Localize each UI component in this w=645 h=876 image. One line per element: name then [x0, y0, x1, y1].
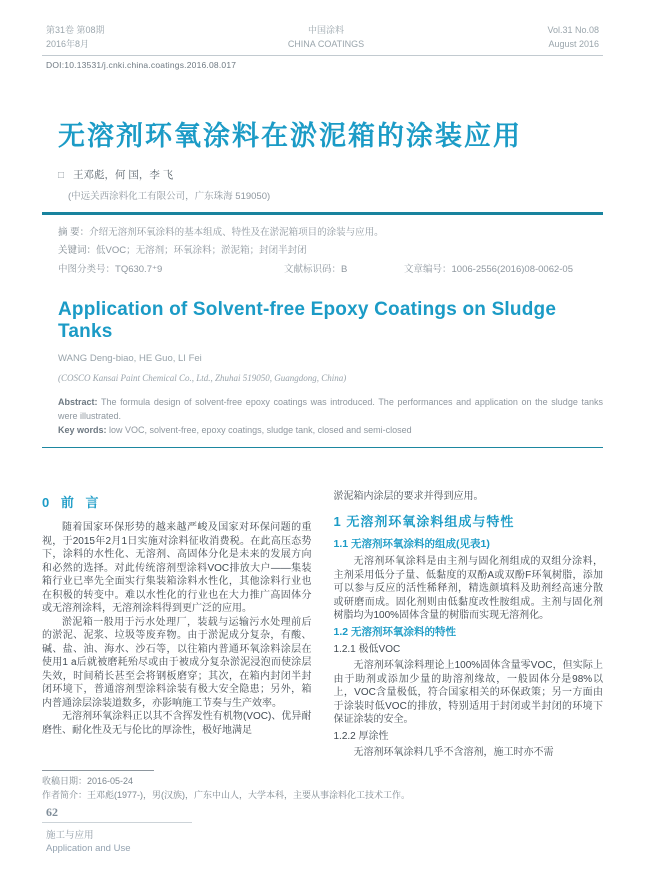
abstract-cn-block: [58, 224, 603, 260]
authors-cn: 王邓彪，何 国，李 飞: [72, 169, 174, 181]
section-heading-1-1: 1.1 无溶剂环氧涂料的组成(见表1): [333, 537, 490, 550]
affiliation-en: (COSCO Kansai Paint Chemical Co., Ltd., Zhuhai 519050, Guangdong, China): [58, 373, 347, 384]
article-id-value: 1006-2556(2016)08-0062-05: [451, 264, 574, 276]
author-bio-text: 王邓彪(1977-)，男(汉族)，广东中山人，大学本科，主要从事涂料化工技术工作。: [87, 790, 411, 801]
keywords-cn-line: [58, 242, 603, 260]
author-bio-label: 作者简介：: [42, 790, 88, 801]
section-heading-1-2-2: 1.2.2 厚涂性: [333, 730, 389, 742]
clc-value: TQ630.7⁺9: [115, 264, 163, 276]
doi-line: DOI:10.13531/j.cnki.china.coatings.2016.08.017: [46, 60, 237, 70]
doc-code-label: 文献标识码：: [284, 264, 342, 276]
paragraph: 随着国家环保形势的越来越严峻及国家对环保问题的重视，于2015年2月1日实施对涂料征收消费税。在此高压态势下，涂料的水性化、无溶剂、高固体分化是未来的发展方向和必然的选择。对此传统溶剂型涂料VOC排放大户——集装箱行业已率先全面实行集装箱涂料水性化，其他涂料行业也在积极的转变中。难以水性化的行业也在大力推广高固体分或无溶剂涂料，无溶剂涂料得到更广泛的应用。: [42, 522, 312, 615]
article-meta-row: [58, 261, 603, 275]
affiliation-cn: (中远关西涂料化工有限公司，广东珠海 519050): [68, 191, 271, 202]
section-heading-1: 1 无溶剂环氧涂料组成与特性: [333, 514, 515, 530]
abstract-en-label: Abstract:: [58, 397, 98, 408]
received-date-value: 2016-05-24: [87, 775, 134, 786]
body-column-right: [334, 490, 604, 760]
section-heading-1-2-1: 1.2.1 极低VOC: [333, 643, 401, 655]
section-heading-1-2: 1.2 无溶剂环氧涂料的特性: [333, 625, 457, 638]
clc-label: 中图分类号：: [58, 264, 116, 276]
received-date-label: 收稿日期：: [42, 775, 88, 786]
footnote-rule: [42, 770, 154, 771]
header-journal-name: [288, 24, 364, 51]
issue-volume-en: Vol.31 No.08: [547, 25, 599, 35]
journal-name-cn: 中国涂料: [307, 25, 344, 35]
journal-header: [42, 24, 603, 56]
divider-rule: [42, 447, 603, 448]
abstract-en-block: [58, 396, 603, 438]
article-body: [42, 490, 603, 760]
keywords-en-label: Key words:: [58, 424, 107, 435]
header-issue-cn: [46, 24, 105, 51]
body-column-left: [42, 490, 312, 760]
journal-name-en: CHINA COATINGS: [287, 38, 365, 49]
article-id-item: [404, 261, 603, 275]
keywords-en-text: low VOC, solvent-free, epoxy coatings, sludge tank, closed and semi-closed: [106, 424, 412, 435]
doc-code-value: B: [341, 264, 348, 276]
issue-volume-cn: 第31卷 第08期: [46, 25, 105, 35]
paragraph-continued: 淤泥箱内涂层的要求并得到应用。: [333, 490, 484, 502]
abstract-cn-text: 介绍无溶剂环氧涂料的基本组成、特性及在淤泥箱项目的涂装与应用。: [89, 227, 384, 238]
author-bio-line: [42, 788, 603, 802]
abstract-cn-label: 摘 要：: [58, 227, 90, 238]
keywords-cn-text: 低VOC；无溶剂；环氧涂料；淤泥箱；封闭半封闭: [96, 245, 307, 257]
authors-en: WANG Deng-biao, HE Guo, LI Fei: [58, 353, 202, 365]
keywords-cn-label: 关键词：: [58, 245, 97, 257]
issue-date-cn: 2016年8月: [46, 38, 90, 49]
abstract-cn-line: [58, 224, 603, 242]
paragraph: 无溶剂环氧涂料几乎不含溶剂，施工时亦不需: [353, 747, 554, 759]
abstract-en-line: [58, 396, 603, 424]
page-footer: [42, 805, 192, 854]
article-title-en: Application of Solvent-free Epoxy Coatings on Sludge Tanks: [58, 299, 557, 343]
page-number: 62: [46, 805, 58, 819]
article-title-cn: 无溶剂环氧涂料在淤泥箱的涂装应用: [58, 121, 522, 151]
received-date-line: [42, 774, 603, 788]
paragraph: 无溶剂环氧涂料正以其不含挥发性有机物(VOC)、优异耐磨性、耐化性及无与伦比的厚涂性，极好地满足: [42, 711, 312, 736]
footer-rule: [42, 822, 192, 823]
issue-date-en: August 2016: [548, 38, 599, 49]
paragraph: 无溶剂环氧涂料是由主剂与固化剂组成的双组分涂料，主剂采用低分子量、低黏度的双酚A或双酚F环氧树脂，添加可以参与反应的活性稀释剂，精选颜填料及助剂经高速分散或研磨而成。固化剂则由低黏度改性胺组成。主剂与固化剂树脂均为100%固体含量的树脂而实现无溶剂化。: [333, 556, 603, 622]
column-name-en: Application and Use: [46, 843, 131, 854]
column-name-cn: 施工与应用: [46, 830, 94, 841]
footnote-block: [42, 770, 603, 803]
paragraph: 淤泥箱一般用于污水处理厂，装载与运输污水处理前后的淤泥、泥浆、垃圾等废弃物。由于淤泥成分复杂，有酸、碱、盐、油、海水、沙石等，以往箱内普通环氧涂料涂层在使用1 a后就被磨耗殆尽或由于被成分复杂淤泥浸泡而使涂层失效，时间稍长甚至会将钢板磨穿；其次，在箱内封闭半封闭环境下，普通溶剂型涂料涂装有极大安全隐患；另外，箱内普通涂层涂装道数多，亦影响施工节奏与生产效率。: [42, 616, 312, 709]
author-marker-icon: □: [58, 170, 65, 181]
keywords-en-line: [58, 424, 603, 438]
paragraph: 无溶剂环氧涂料理论上100%固体含量零VOC，但实际上由于助剂或添加少量的助溶剂缘故，一般固体分是98%以上，VOC含量极低，符合国家相关的环保政策；另一方面由于涂装时低VOC的排放，特别适用于封闭或半封闭的环境下保证涂装的安全。: [333, 660, 603, 726]
authors-cn-line: [58, 167, 603, 182]
doc-code-item: [284, 261, 404, 275]
header-issue-en: [547, 24, 599, 51]
abstract-en-text: The formula design of solvent-free epoxy coatings was introduced. The performances and application on the sludge tanks were illustrated.: [58, 397, 603, 422]
divider-bar: [42, 212, 603, 215]
section-heading-0: 0 前 言: [42, 494, 103, 510]
clc-item: [58, 261, 284, 275]
article-id-label: 文章编号：: [404, 264, 452, 276]
